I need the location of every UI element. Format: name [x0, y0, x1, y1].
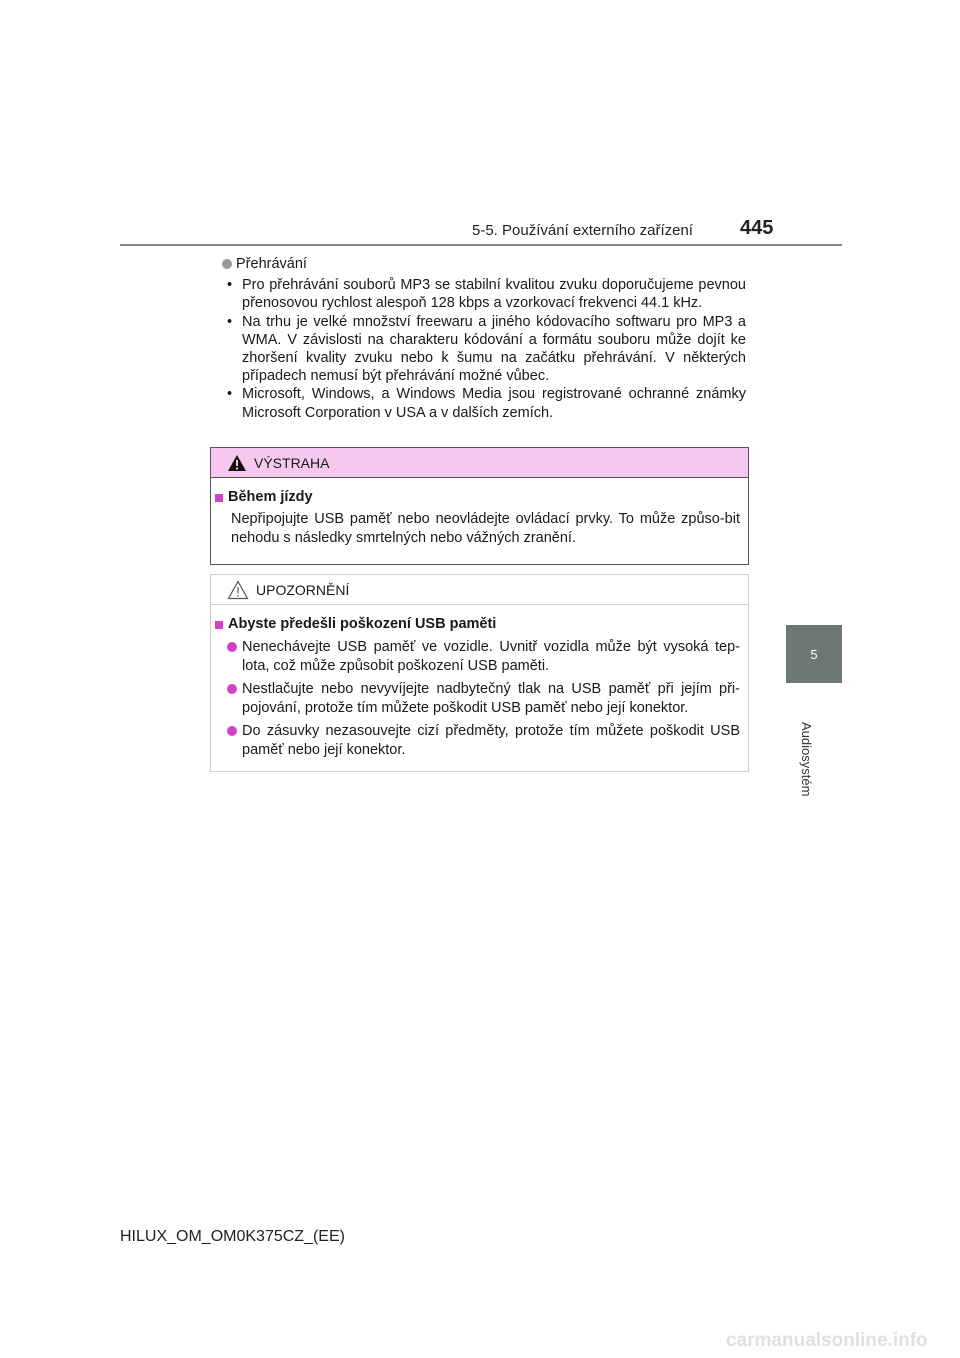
- caution-list: [215, 638, 740, 760]
- caution-header: [211, 575, 748, 605]
- playback-heading: [222, 255, 746, 273]
- warning-item-text: Nepřipojujte USB paměť nebo neovládejte ovládací prvky. To může způso-bit nehodu s následky smrtelných nebo vážných zranění.: [231, 511, 740, 546]
- caution-body: [211, 605, 748, 760]
- warning-triangle-filled-icon: [227, 454, 247, 472]
- caution-item-title-text: Abyste předešli poškození USB paměti: [228, 616, 497, 632]
- section-title: 5-5. Používání externího zařízení: [472, 222, 693, 239]
- list-item: • Pro přehrávání souborů MP3 se stabilní kvalitou zvuku doporučujeme pevnou přenosovou rychlost alespoň 128 kbps a vzorkovací frekvenci 44.1 kHz.: [225, 276, 746, 312]
- watermark: carmanualsonline.info: [726, 1330, 928, 1351]
- list-item: • Microsoft, Windows, a Windows Media jsou registrované ochranné známky Microsoft Corporation v USA a v dalších zemích.: [225, 385, 746, 421]
- page-number: 445: [740, 217, 774, 239]
- list-item: • Na trhu je velké množství freewaru a jiného kódovacího softwaru pro MP3 a WMA. V závislosti na charakteru kódování a formátu souboru může dojít ke zhoršení kvality zvuku nebo k šumu na začátku přehrávání. V některých případech nemusí být přehrávání možné vůbec.: [225, 313, 746, 386]
- playback-section: [222, 255, 746, 422]
- chapter-tab[interactable]: [786, 625, 842, 683]
- warning-item-title-text: Během jízdy: [228, 489, 313, 505]
- chapter-number: 5: [810, 646, 818, 662]
- playback-list: [222, 276, 746, 422]
- warning-header: [211, 448, 748, 478]
- header-divider: [120, 244, 842, 246]
- caution-item-text: Nestlačujte nebo nevyvíjejte nadbytečný tlak na USB paměť při jejím při-pojování, protože tím můžete poškodit USB paměť nebo její konektor.: [242, 681, 740, 716]
- square-bullet-icon: [215, 494, 223, 502]
- bullet-dot-icon: [227, 684, 237, 694]
- warning-label: VÝSTRAHA: [254, 454, 330, 471]
- list-item: [215, 680, 740, 718]
- warning-box: [210, 447, 749, 565]
- square-bullet-icon: [215, 621, 223, 629]
- list-item: [215, 638, 740, 676]
- list-item: [215, 722, 740, 760]
- warning-triangle-outline-icon: [227, 580, 249, 600]
- chapter-label: Audiosystém: [799, 722, 814, 797]
- bullet-dot-icon: [227, 642, 237, 652]
- caution-box: [210, 574, 749, 772]
- playback-title: Přehrávání: [236, 256, 307, 272]
- caution-item-title: [215, 615, 740, 634]
- warning-body: [211, 478, 748, 548]
- caution-label: UPOZORNĚNÍ: [256, 581, 350, 598]
- bullet-dot-icon: [222, 259, 232, 269]
- document-code: HILUX_OM_OM0K375CZ_(EE): [120, 1228, 345, 1245]
- caution-item-text: Nenechávejte USB paměť ve vozidle. Uvnitř vozidla může být vysoká tep-lota, což může způsobit poškození USB paměti.: [242, 639, 740, 674]
- warning-item-title: [215, 488, 740, 507]
- bullet-dot-icon: [227, 726, 237, 736]
- caution-item-text: Do zásuvky nezasouvejte cizí předměty, protože tím můžete poškodit USB paměť nebo její konektor.: [242, 723, 740, 758]
